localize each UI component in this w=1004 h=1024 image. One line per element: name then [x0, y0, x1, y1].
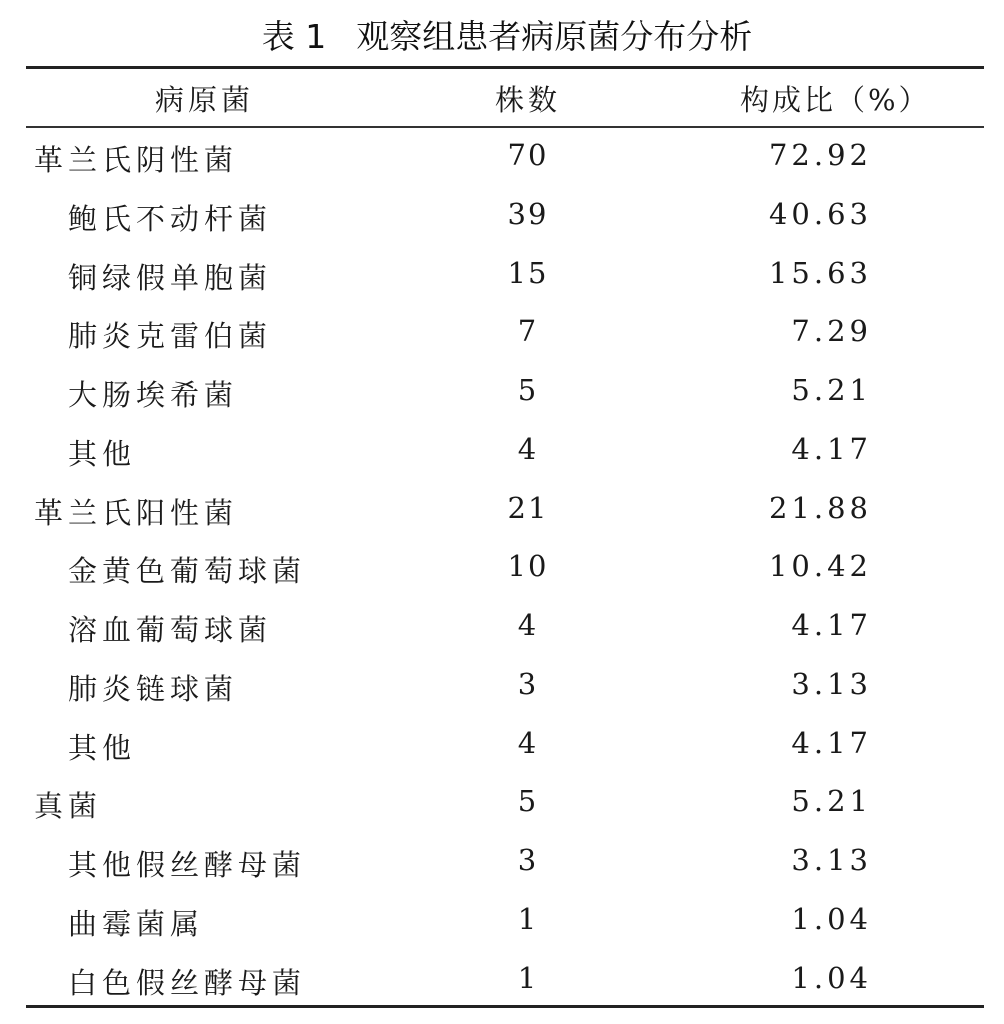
composition-ratio: 21.88 [768, 490, 872, 525]
table-row-group [0, 480, 1004, 539]
table-row-subitem [0, 597, 1004, 656]
bottom-rule [26, 1005, 984, 1008]
table-header [0, 70, 1004, 126]
composition-ratio: 5.21 [791, 784, 872, 819]
pathogen-name: 溶血葡萄球菌 [68, 613, 273, 647]
composition-ratio: 4.17 [791, 431, 872, 466]
strain-count: 4 [517, 431, 539, 466]
strain-count: 3 [517, 843, 539, 877]
table-body [0, 127, 1004, 1008]
table-row-subitem [0, 950, 1004, 1009]
pathogen-name: 其他 [68, 730, 137, 765]
pathogen-name: 金黄色葡萄球菌 [68, 554, 307, 589]
composition-ratio: 3.13 [791, 843, 872, 877]
pathogen-name: 大肠埃希菌 [68, 378, 239, 412]
table-number: 表 1 [261, 17, 327, 56]
pathogen-name: 其他 [68, 436, 137, 471]
composition-ratio: 5.21 [791, 373, 872, 407]
composition-ratio: 4.17 [791, 725, 872, 760]
composition-ratio: 4.17 [791, 608, 872, 642]
strain-count: 1 [517, 960, 539, 995]
table-title: 观察组患者病原菌分布分析 [356, 17, 753, 56]
table-row-subitem [0, 245, 1004, 304]
pathogen-name: 肺炎克雷伯菌 [68, 319, 273, 354]
pathogen-name: 鲍氏不动杆菌 [68, 201, 273, 236]
pathogen-name: 革兰氏阴性菌 [34, 143, 239, 177]
strain-count: 5 [517, 784, 539, 819]
composition-ratio: 3.13 [791, 666, 872, 701]
header-count: 株数 [494, 83, 561, 117]
composition-ratio: 1.04 [791, 901, 872, 936]
strain-count: 3 [517, 666, 539, 701]
pathogen-name: 白色假丝酵母菌 [68, 965, 307, 1000]
strain-count: 4 [517, 725, 539, 760]
strain-count: 5 [517, 373, 539, 407]
table-row-subitem [0, 362, 1004, 421]
table-row-subitem [0, 186, 1004, 245]
top-rule [26, 66, 984, 69]
pathogen-name: 革兰氏阳性菌 [34, 495, 239, 530]
composition-ratio: 1.04 [791, 960, 872, 995]
strain-count: 15 [507, 255, 549, 290]
strain-count: 21 [507, 490, 549, 525]
strain-count: 1 [517, 901, 539, 936]
composition-ratio: 15.63 [768, 255, 872, 290]
pathogen-name: 其他假丝酵母菌 [68, 848, 307, 882]
pathogen-name: 曲霉菌属 [68, 906, 205, 941]
table-row-subitem [0, 656, 1004, 715]
table-row-subitem [0, 538, 1004, 597]
pathogen-name: 肺炎链球菌 [68, 671, 239, 706]
table-row-subitem [0, 715, 1004, 774]
strain-count: 10 [507, 549, 549, 584]
strain-count: 70 [507, 138, 549, 172]
composition-ratio: 7.29 [791, 314, 872, 349]
header-ratio: 构成比（%） [740, 83, 931, 117]
table-row-group [0, 773, 1004, 832]
header-pathogen: 病原菌 [155, 83, 255, 117]
table-row-group [0, 127, 1004, 186]
pathogen-name: 真菌 [34, 789, 103, 824]
table-row-subitem [0, 832, 1004, 891]
strain-count: 7 [517, 314, 539, 349]
strain-count: 4 [517, 608, 539, 642]
table-row-subitem [0, 421, 1004, 480]
composition-ratio: 40.63 [768, 196, 872, 231]
table-caption [0, 14, 1004, 60]
pathogen-name: 铜绿假单胞菌 [68, 260, 273, 295]
table-row-subitem [0, 891, 1004, 950]
composition-ratio: 10.42 [768, 549, 872, 584]
table-row-subitem [0, 303, 1004, 362]
strain-count: 39 [507, 196, 549, 231]
composition-ratio: 72.92 [768, 138, 872, 172]
